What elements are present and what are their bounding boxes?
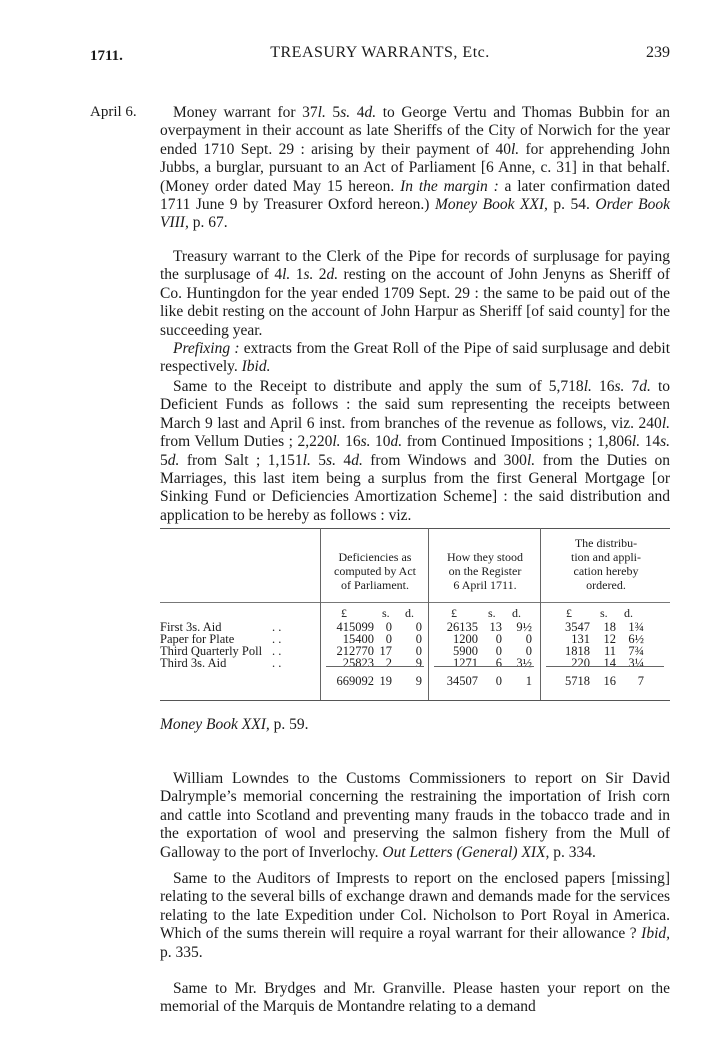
cell-shillings: 0 — [495, 644, 502, 658]
sum-rule — [546, 666, 664, 667]
cell-shillings: 18 — [603, 620, 616, 634]
unit-pence: d. — [624, 606, 633, 620]
cell-shillings: 14 — [603, 656, 616, 670]
cell-pence: 1¾ — [628, 620, 644, 634]
cell-pence: 3¼ — [628, 656, 644, 670]
entry-receipt-distribution: Same to the Receipt to distribute and apply the sum of 5,718l. 16s. 7d. to Deficient Funds as follows : the said sum representing the receipts between March 9 last and April 6 inst. from branches of the revenue as follows, viz. 240l. from Vellum Duties ; 2,220l. 16s. 10d. from Continued Impositions ; 1,806l. 14s. 5d. from Salt ; 1,151l. 5s. 4d. from Windows and 300l. from the Duties on Marriages, this last item being a surplus from the first General Mortgage [or Sinking Fund or Deficiencies Amortization Scheme] : the said distribution and application to be hereby as follows : viz. — [160, 378, 671, 524]
cell-pence: 7¾ — [628, 644, 644, 658]
unit-pounds: £ — [566, 606, 572, 620]
total-shillings: 19 — [379, 674, 392, 688]
column-divider — [320, 528, 321, 700]
margin-year: 1711. — [90, 48, 123, 64]
column-divider — [540, 528, 541, 700]
cell-shillings: 11 — [603, 644, 616, 658]
cell-shillings: 0 — [385, 632, 392, 646]
cell-pence: 0 — [415, 644, 422, 658]
leader-dots: . . — [272, 644, 282, 658]
page-header-title: TREASURY WARRANTS, Etc. — [270, 44, 490, 61]
column-header-distribution: The distribu- tion and appli- cation hereby ordered. — [571, 536, 641, 592]
leader-dots: . . — [272, 656, 282, 670]
unit-shillings: s. — [600, 606, 608, 620]
cell-shillings: 2 — [385, 656, 392, 670]
cell-pounds: 5900 — [453, 644, 478, 658]
total-pounds: 5718 — [565, 674, 590, 688]
total-pounds: 669092 — [336, 674, 374, 688]
cell-shillings: 13 — [489, 620, 502, 634]
cell-pounds: 131 — [571, 632, 590, 646]
total-pence: 9 — [415, 674, 422, 688]
total-pounds: 34507 — [446, 674, 478, 688]
column-header-deficiencies: Deficiencies as computed by Act of Parliament. — [334, 550, 416, 592]
total-shillings: 0 — [495, 674, 502, 688]
entry-brydges-granville: Same to Mr. Brydges and Mr. Granville. Please hasten your report on the memorial of the Marquis de Montandre relating to a demand — [160, 980, 670, 1016]
total-pence: 7 — [637, 674, 644, 688]
unit-shillings: s. — [382, 606, 390, 620]
entry-money-warrant: Money warrant for 37l. 5s. 4d. to George Vertu and Thomas Bubbin for an overpayment in their account as late Sheriffs of the City of Norwich for the year ended 1710 Sept. 29 : arising by their payment of 40l. for apprehending John Jubbs, a burglar, pursuant to an Act of Parliament [6 Anne, c. 31] in that behalf. (Money order dated May 15 hereon. In the margin : a later confirmation dated 1711 June 9 by Treasurer Oxford hereon.) Money Book XXI, p. 54. Order Book VIII, p. 67. — [160, 104, 671, 232]
entry-treasury-warrant: Treasury warrant to the Clerk of the Pipe for records of surplusage for paying the surplusage of 4l. 1s. 2d. resting on the account of John Jenyns as Sheriff of Co. Huntingdon for the year ended 1709 Sept. 29 : the same to be paid out of the like debit resting on the account of John Harpur as Sheriff [of said county] for the succeeding year. Prefixing : extracts from the Great Roll of the Pipe of said surplusage and debit respectively. Ibid. — [160, 248, 670, 376]
sum-rule — [434, 666, 534, 667]
total-shillings: 16 — [603, 674, 616, 688]
cell-shillings: 0 — [385, 620, 392, 634]
table-reference: Money Book XXI, p. 59. — [160, 716, 309, 733]
row-label: Third Quarterly Poll — [160, 644, 263, 658]
cell-pounds: 3547 — [565, 620, 590, 634]
cell-pence: 0 — [525, 644, 532, 658]
cell-pence: 0 — [415, 620, 422, 634]
row-label: First 3s. Aid — [160, 620, 222, 634]
column-header-register: How they stood on the Register 6 April 1711. — [447, 550, 523, 592]
cell-pounds: 15400 — [342, 632, 374, 646]
cell-pence: 6½ — [628, 632, 644, 646]
deficiencies-table — [160, 528, 670, 704]
cell-shillings: 17 — [379, 644, 392, 658]
column-divider — [428, 528, 429, 700]
unit-pence: d. — [512, 606, 521, 620]
entry-lowndes-customs: William Lowndes to the Customs Commissioners to report on Sir David Dalrymple’s memorial concerning the restraining the importation of Irish corn and cattle into Scotland and preventing many frauds in the tobacco trade and in the exportation of wool and preserving the salmon fishery from the Mull of Galloway to the port of Inverlochy. Out Letters (General) XIX, p. 334. — [160, 770, 670, 861]
cell-shillings: 6 — [495, 656, 502, 670]
unit-pence: d. — [405, 606, 414, 620]
leader-dots: . . — [272, 632, 282, 646]
cell-shillings: 0 — [495, 632, 502, 646]
cell-pounds: 415099 — [336, 620, 374, 634]
cell-pounds: 220 — [571, 656, 590, 670]
entry-auditors-imprests: Same to the Auditors of Imprests to report on the enclosed papers [missing] relating to the several bills of exchange drawn and demands made for the services relating to the late Expedition under Col. Nicholson to Port Royal in America. Which of the sums therein will require a royal warrant for their allowance ? Ibid, p. 335. — [160, 870, 671, 961]
running-head — [90, 44, 670, 68]
table-top-rule — [160, 528, 670, 529]
cell-pounds: 1818 — [565, 644, 590, 658]
row-label: Third 3s. Aid — [160, 656, 227, 670]
row-label: Paper for Plate — [160, 632, 235, 646]
cell-pounds: 26135 — [446, 620, 478, 634]
cell-pence: 3½ — [516, 656, 532, 670]
cell-pence: 0 — [525, 632, 532, 646]
margin-date: April 6. — [90, 104, 137, 120]
cell-pence: 9½ — [516, 620, 532, 634]
unit-shillings: s. — [488, 606, 496, 620]
leader-dots: . . — [272, 620, 282, 634]
unit-pounds: £ — [451, 606, 457, 620]
cell-pence: 0 — [415, 632, 422, 646]
sum-rule — [326, 666, 424, 667]
unit-pounds: £ — [341, 606, 347, 620]
table-bottom-rule — [160, 700, 670, 701]
page-number: 239 — [646, 44, 670, 61]
total-pence: 1 — [525, 674, 532, 688]
table-header-rule — [160, 602, 670, 603]
cell-pence: 9 — [415, 656, 422, 670]
cell-pounds: 25823 — [342, 656, 374, 670]
cell-pounds: 1200 — [453, 632, 478, 646]
cell-pounds: 1271 — [453, 656, 478, 670]
cell-pounds: 212770 — [336, 644, 374, 658]
cell-shillings: 12 — [603, 632, 616, 646]
